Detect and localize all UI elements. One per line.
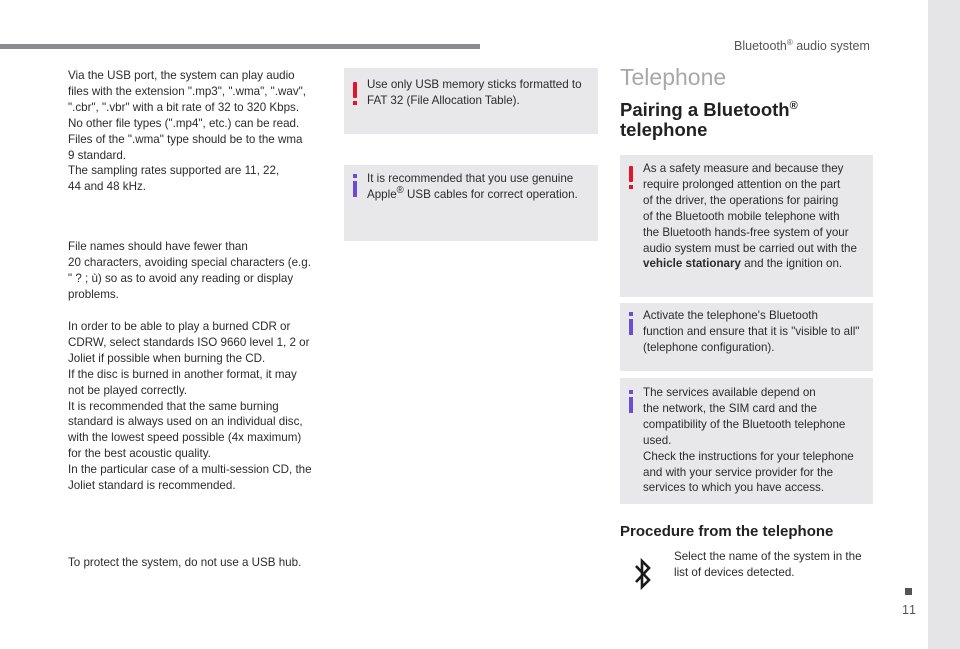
pairing-heading: [620, 100, 798, 140]
apple-cable-info-note: [344, 165, 598, 241]
running-header: [734, 39, 870, 53]
usb-formats-paragraph: Via the USB port, the system can play audio files with the extension ".mp3", ".wma", ".wav", ".cbr", ".vbr" with a bit rate of 32 to 320 Kbps. No other file types (".mp4", etc.) can be read. Files of the ".wma" type should be to the wma 9 standard. The sampling rates supported are 11, 22, 44 and 48 kHz.: [68, 69, 306, 194]
safety-note-text: [643, 161, 871, 272]
safety-note-bold: vehicle stationary: [643, 257, 741, 271]
info-note-text-part2: USB cables for correct operation.: [403, 187, 578, 201]
header-title-sup: ®: [786, 37, 793, 47]
file-names-paragraph: File names should have fewer than 20 characters, avoiding special characters (e.g. " ? ; ù) so as to avoid any reading or display problems.: [68, 240, 311, 301]
safety-warning-note: [620, 155, 873, 297]
activate-note-text: Activate the telephone's Bluetooth function and ensure that it is "visible to all" (telephone configuration).: [643, 309, 860, 354]
header-title-rest: audio system: [792, 39, 870, 53]
usb-hub-paragraph: To protect the system, do not use a USB hub.: [68, 556, 302, 569]
header-title-text: Bluetooth: [734, 39, 787, 53]
procedure-heading: Procedure from the telephone: [620, 523, 834, 540]
safety-note-text-part1: As a safety measure and because they require prolonged attention on the part of the driver, the operations for pairing of the Bluetooth mobile telephone with the Bluetooth hands-free system of your audio system must be carried out with the: [643, 162, 857, 255]
side-strip: [928, 0, 960, 649]
top-rule: [0, 44, 480, 49]
services-info-note: [620, 378, 873, 504]
pairing-heading-line2: telephone: [620, 119, 708, 140]
safety-note-text-part2: and the ignition on.: [740, 257, 843, 271]
info-note-text: [367, 171, 595, 203]
usb-format-warning-note: [344, 68, 598, 134]
bluetooth-icon: [632, 556, 654, 592]
burned-cd-paragraph: In order to be able to play a burned CDR or CDRW, select standards ISO 9660 level 1, 2 or Joliet if possible when burning the CD. If the disc is burned in another format, it may not be played correctly. It is recommended that the same burning standard is always used on an individual disc, with the lowest speed possible (4x maximum) for the best acoustic quality. In the particular case of a multi-session CD, the Joliet standard is recommended.: [68, 320, 312, 493]
page-marker: [905, 588, 912, 595]
activate-bluetooth-info-note: [620, 303, 873, 371]
pairing-heading-sup: ®: [789, 99, 798, 112]
info-note-sup: ®: [396, 185, 404, 197]
page-number: 11: [902, 603, 917, 617]
services-note-text: The services available depend on the network, the SIM card and the compatibility of the Bluetooth telephone used. Check the instructions for your telephone and with your service provider for the services to which you have access.: [643, 386, 854, 495]
pairing-heading-line1: Pairing a Bluetooth: [620, 99, 790, 120]
procedure-text: Select the name of the system in the list of devices detected.: [674, 550, 862, 579]
warning-note-text: Use only USB memory sticks formatted to FAT 32 (File Allocation Table).: [367, 78, 582, 107]
section-title: Telephone: [620, 64, 727, 90]
info-note-text-part1: It is recommended that you use genuine Apple: [367, 172, 574, 201]
